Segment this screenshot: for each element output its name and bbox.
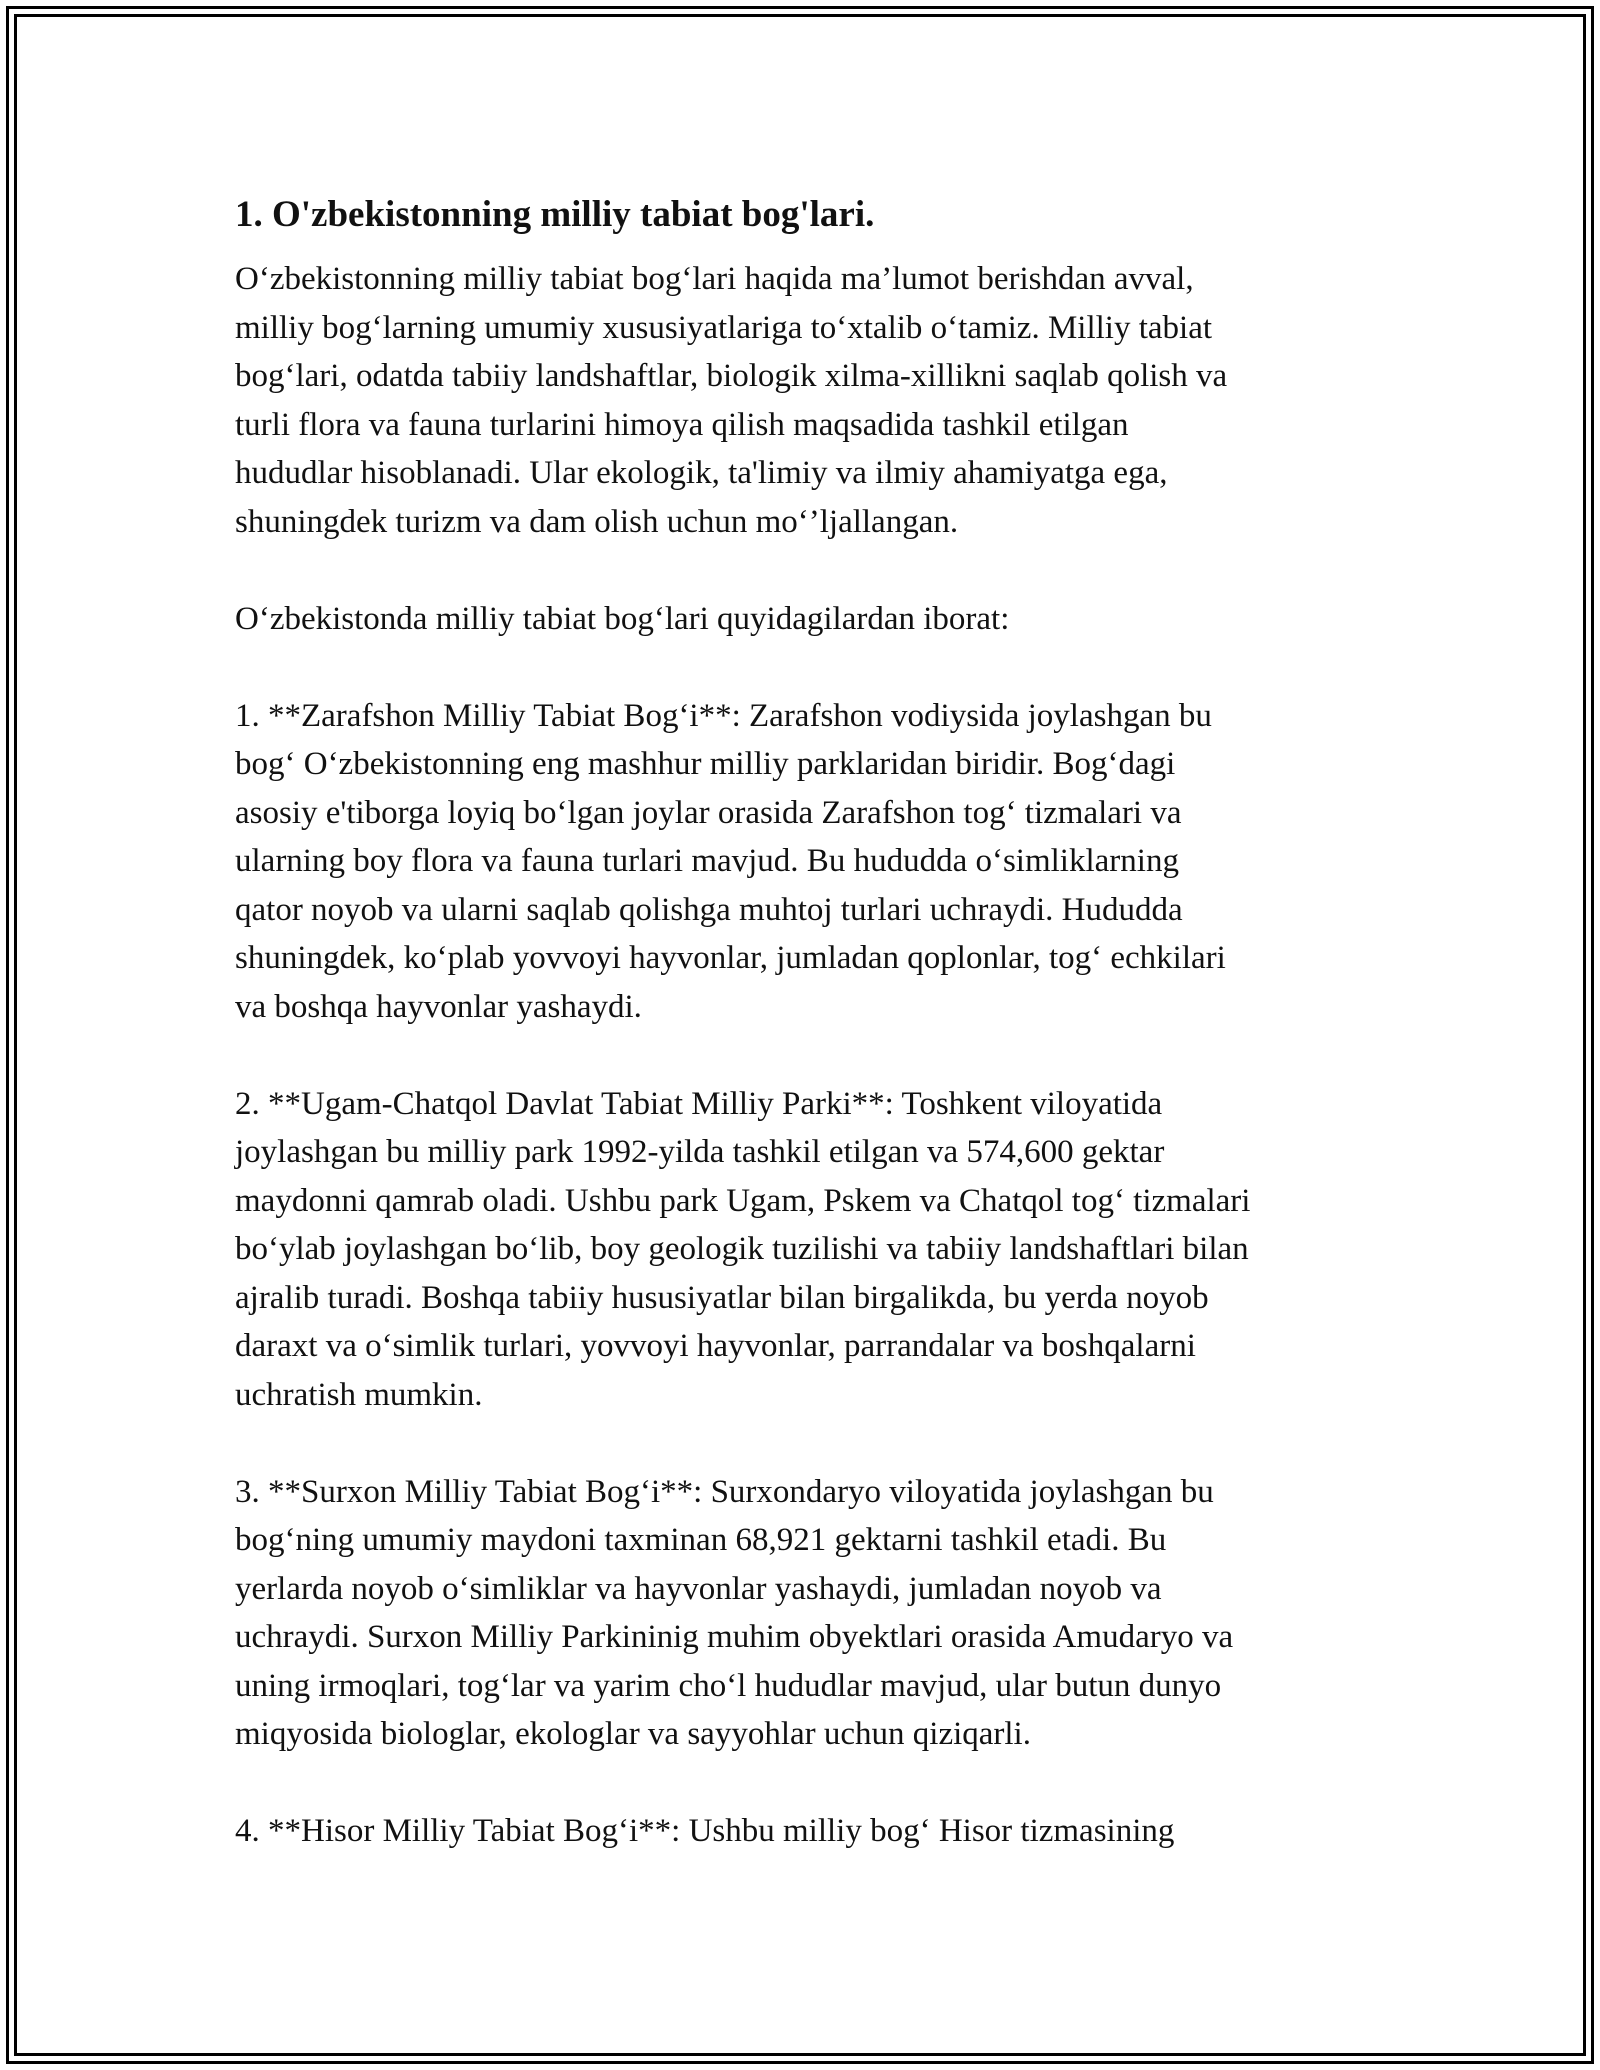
text-line: bog‘lari, odatda tabiiy landshaftlar, biologik xilma-xillikni saqlab qolish va — [235, 358, 1228, 394]
text-line: hududlar hisoblanadi. Ular ekologik, ta'limiy va ilmiy ahamiyatga ega, — [235, 455, 1168, 491]
text-line: va boshqa hayvonlar yashaydi. — [235, 988, 642, 1025]
text-line: yerlarda noyob o‘simliklar va hayvonlar yashaydi, jumladan noyob va — [235, 1570, 1162, 1607]
text-line: joylashgan bu milliy park 1992-yilda tashkil etilgan va 574,600 gektar — [235, 1134, 1165, 1170]
text-line: O‘zbekistonda milliy tabiat bog‘lari quyidagilardan iborat: — [235, 600, 1010, 637]
text-line: bog‘ning umumiy maydoni taxminan 68,921 gektarni tashkil etadi. Bu — [235, 1522, 1167, 1558]
text-line: daraxt va o‘simlik turlari, yovvoyi hayvonlar, parrandalar va boshqalarni — [235, 1328, 1196, 1364]
text-line: miqyosida biologlar, ekologlar va sayyohlar uchun qiziqarli. — [235, 1716, 1031, 1752]
paragraph — [235, 255, 1370, 546]
paragraph — [235, 1807, 1370, 1856]
text-line: 1. **Zarafshon Milliy Tabiat Bog‘i**: Zarafshon vodiysida joylashgan bu — [235, 697, 1212, 734]
text-line: shuningdek, ko‘plab yovvoyi hayvonlar, jumladan qoplonlar, tog‘ echkilari — [235, 940, 1226, 976]
text-line: 4. **Hisor Milliy Tabiat Bog‘i**: Ushbu milliy bog‘ Hisor tizmasining — [235, 1813, 1175, 1849]
document-body — [235, 187, 1370, 1904]
text-line: 3. **Surxon Milliy Tabiat Bog‘i**: Surxondaryo viloyatida joylashgan bu — [235, 1473, 1214, 1510]
text-line: bog‘ O‘zbekistonning eng mashhur milliy parklaridan biridir. Bog‘dagi — [235, 746, 1176, 782]
text-line: qator noyob va ularni saqlab qolishga muhtoj turlari uchraydi. Hududda — [235, 891, 1183, 928]
text-line: bo‘ylab joylashgan bo‘lib, boy geologik tuzilishi va tabiiy landshaftlari bilan — [235, 1231, 1249, 1267]
text-line: shuningdek turizm va dam olish uchun mo‘’ljallangan. — [235, 503, 959, 540]
text-line: maydonni qamrab oladi. Ushbu park Ugam, Pskem va Chatqol tog‘ tizmalari — [235, 1182, 1251, 1219]
text-line: ularning boy flora va fauna turlari mavjud. Bu hududda o‘simliklarning — [235, 843, 1179, 879]
paragraph — [235, 1468, 1370, 1759]
text-line: asosiy e'tiborga loyiq bo‘lgan joylar orasida Zarafshon tog‘ tizmalari va — [235, 794, 1182, 831]
paragraph — [235, 1080, 1370, 1420]
text-line: turli flora va fauna turlarini himoya qilish maqsadida tashkil etilgan — [235, 406, 1129, 443]
paragraph-list — [235, 255, 1370, 1856]
section-heading: 1. O'zbekistonning milliy tabiat bog'lari. — [235, 194, 875, 235]
paragraph — [235, 692, 1370, 1032]
text-line: uning irmoqlari, tog‘lar va yarim cho‘l hududlar mavjud, ular butun dunyo — [235, 1667, 1222, 1704]
text-line: 2. **Ugam-Chatqol Davlat Tabiat Milliy Parki**: Toshkent viloyatida — [235, 1085, 1163, 1122]
text-line: uchraydi. Surxon Milliy Parkininig muhim obyektlari orasida Amudaryo va — [235, 1619, 1234, 1655]
paragraph — [235, 595, 1370, 644]
text-line: ajralib turadi. Boshqa tabiiy hususiyatlar bilan birgalikda, bu yerda noyob — [235, 1279, 1209, 1316]
text-line: uchratish mumkin. — [235, 1376, 483, 1413]
text-line: milliy bog‘larning umumiy xususiyatlariga to‘xtalib o‘tamiz. Milliy tabiat — [235, 309, 1213, 346]
text-line: O‘zbekistonning milliy tabiat bog‘lari haqida ma’lumot berishdan avval, — [235, 261, 1194, 297]
